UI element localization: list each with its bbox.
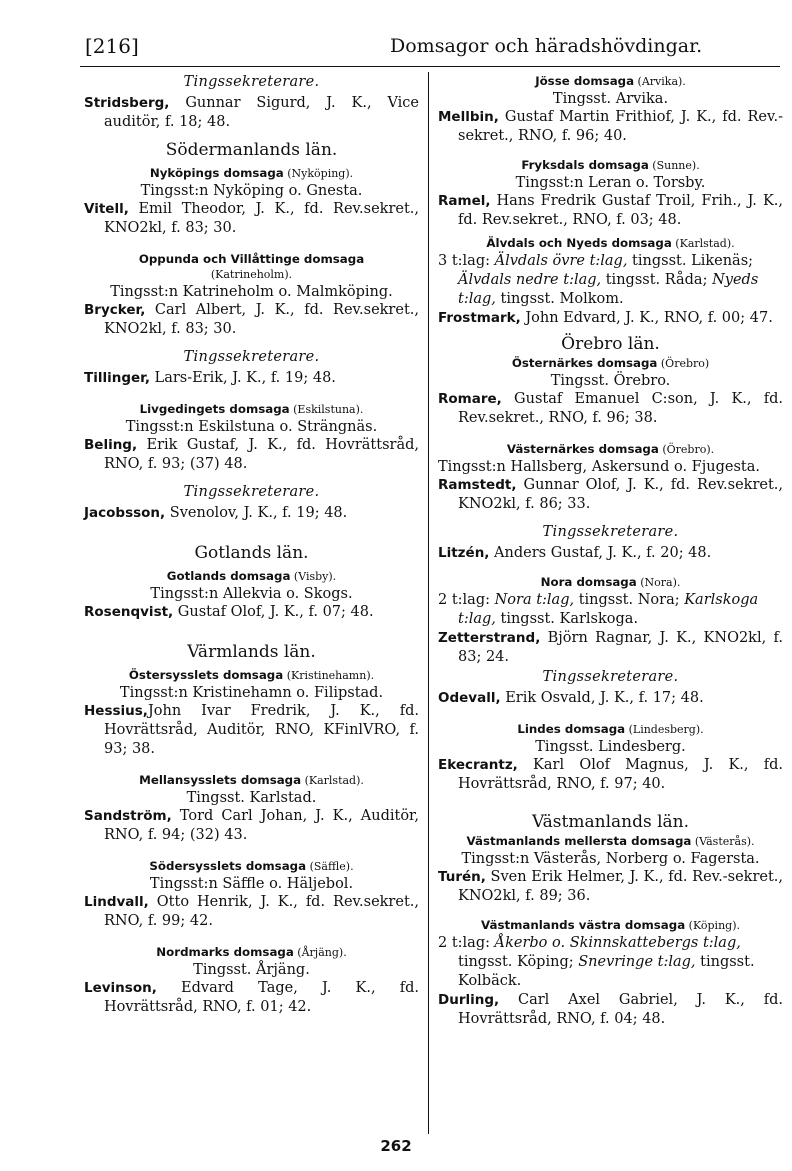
person-entry [438, 544, 783, 563]
person-details: John Edvard, J. K., RNO, f. 00; 47. [520, 310, 773, 326]
person-name: Jacobsson, [84, 505, 166, 521]
person-details: Carl Albert, J. K., fd. Rev.sekret., KNO2kl, f. 83; 30. [104, 302, 419, 337]
tinglag-place: tingsst. Råda; [601, 272, 713, 288]
domsaga-location: (Köping). [685, 919, 740, 932]
domsaga-heading [438, 918, 783, 933]
tinglag-name: Snevringe t:lag, [578, 954, 696, 970]
person-entry [438, 476, 783, 514]
section-heading: Tingssekreterare. [183, 349, 320, 365]
person-name: Ramel, [438, 193, 491, 209]
domsaga-name: Södersysslets domsaga [149, 859, 307, 873]
person-entry [438, 991, 783, 1029]
person-entry [84, 94, 419, 132]
tingsstalle: Tingsst:n Nyköping o. Gnesta. [140, 183, 363, 199]
domsaga-location: (Kristinehamn). [283, 669, 375, 682]
header-rule [80, 66, 780, 67]
person-entry [438, 756, 783, 794]
tinglag-name: Åkerbo o. Skinnskattebergs t:lag, [494, 935, 741, 951]
person-entry [438, 108, 783, 146]
right-column [438, 72, 783, 1029]
person-entry [84, 301, 419, 339]
tinglag-place: tingsst. Likenäs; [627, 253, 754, 269]
person-entry [84, 893, 419, 931]
person-name: Zetterstrand, [438, 630, 541, 646]
domsaga-name: Östersysslets domsaga [128, 668, 284, 682]
person-name: Frostmark, [438, 310, 521, 326]
person-name: Sandström, [84, 808, 172, 824]
person-details: Sven Erik Helmer, J. K., fd. Rev.-sekret., KNO2kl, f. 89; 36. [458, 869, 783, 904]
tingsstalle: Tingsst:n Allekvia o. Skogs. [150, 586, 353, 602]
person-details: Emil Theodor, J. K., fd. Rev.sekret., KNO2kl, f. 83; 30. [104, 201, 419, 236]
section-heading: Tingssekreterare. [542, 669, 679, 685]
person-details: Karl Olof Magnus, J. K., fd. Hovrättsråd, RNO, f. 97; 40. [458, 757, 783, 792]
tingsstalle: Tingsst. Karlstad. [186, 790, 317, 806]
domsaga-name: Nordmarks domsaga [156, 945, 294, 959]
domsaga-location: (Nora). [636, 576, 681, 589]
person-details: Gustaf Emanuel C:son, J. K., fd. Rev.sekret., RNO, f. 96; 38. [458, 391, 783, 426]
domsaga-name: Oppunda och Villåttinge domsaga [138, 252, 365, 266]
domsaga-location: (Västerås). [691, 835, 755, 848]
county-heading: Värmlands län. [187, 642, 316, 662]
tingsstalle: Tingsst:n Leran o. Torsby. [515, 175, 706, 191]
tinglag-list [438, 252, 783, 309]
person-entry [84, 979, 419, 1017]
domsaga-name: Västmanlands västra domsaga [481, 918, 686, 932]
person-details: Tord Carl Johan, J. K., Auditör, RNO, f. 94; (32) 43. [104, 808, 419, 843]
person-entry [84, 702, 419, 759]
person-details: Hans Fredrik Gustaf Troil, Frih., J. K., fd. Rev.sekret., RNO, f. 03; 48. [458, 193, 783, 228]
page-title: Domsagor och häradshövdingar. [390, 35, 703, 57]
person-details: Carl Axel Gabriel, J. K., fd. Hovrättsråd, RNO, f. 04; 48. [458, 992, 783, 1027]
person-name: Romare, [438, 391, 502, 407]
person-name: Mellbin, [438, 109, 499, 125]
tinglag-count: 2 t:lag: [438, 592, 495, 608]
person-name: Tillinger, [84, 370, 150, 386]
person-details: Gunnar Olof, J. K., fd. Rev.sekret., KNO2kl, f. 86; 33. [458, 477, 783, 512]
domsaga-name: Nora domsaga [540, 575, 637, 589]
tinglag-name: Nyeds t:lag, [458, 272, 759, 307]
person-name: Rosenqvist, [84, 604, 174, 620]
person-name: Beling, [84, 437, 138, 453]
person-details: Anders Gustaf, J. K., f. 20; 48. [489, 545, 712, 561]
person-details: Edvard Tage, J. K., fd. Hovrättsråd, RNO, f. 01; 42. [104, 980, 419, 1015]
tingsstalle: Tingsst:n Katrineholm o. Malmköping. [110, 284, 393, 300]
domsaga-heading [438, 442, 783, 457]
person-entry [438, 309, 783, 328]
tinglag-list [438, 591, 783, 629]
tinglag-count: 2 t:lag: [438, 935, 495, 951]
tinglag-name: Älvdals nedre t:lag, [458, 272, 602, 288]
domsaga-heading [438, 158, 783, 173]
tingsstalle: Tingsst:n Hallsberg, Askersund o. Fjugesta. [438, 459, 760, 475]
person-name: Ekecrantz, [438, 757, 518, 773]
person-details: Erik Gustaf, J. K., fd. Hovrättsråd, RNO, f. 93; (37) 48. [104, 437, 419, 472]
footer-page-number: 262 [380, 1137, 412, 1155]
person-details: Lars-Erik, J. K., f. 19; 48. [149, 370, 336, 386]
person-entry [438, 192, 783, 230]
tinglag-place: tingsst. Köping; [458, 954, 579, 970]
person-name: Turén, [438, 869, 486, 885]
person-entry [84, 807, 419, 845]
domsaga-name: Västmanlands mellersta domsaga [466, 834, 692, 848]
domsaga-name: Östernärkes domsaga [511, 356, 658, 370]
domsaga-heading [84, 569, 419, 584]
domsaga-heading [84, 252, 419, 282]
page-number: [216] [85, 34, 139, 58]
domsaga-location: (Eskilstuna). [289, 403, 364, 416]
domsaga-name: Lindes domsaga [517, 722, 626, 736]
domsaga-name: Gotlands domsaga [166, 569, 291, 583]
person-details: Gustaf Martin Frithiof, J. K., fd. Rev.-sekret., RNO, f. 96; 40. [458, 109, 783, 144]
person-name: Hessius, [84, 703, 148, 719]
domsaga-location: (Årjäng). [293, 946, 347, 959]
domsaga-heading [438, 356, 783, 371]
tingsstalle: Tingsst:n Eskilstuna o. Strängnäs. [125, 419, 378, 435]
person-name: Brycker, [84, 302, 146, 318]
person-name: Durling, [438, 992, 500, 1008]
person-name: Stridsberg, [84, 95, 170, 111]
county-heading: Västmanlands län. [531, 812, 690, 832]
person-entry [438, 868, 783, 906]
person-name: Litzén, [438, 545, 490, 561]
person-name: Ramstedt, [438, 477, 517, 493]
section-heading: Tingssekreterare. [183, 484, 320, 500]
domsaga-name: Livgedingets domsaga [139, 402, 290, 416]
domsaga-location: (Arvika). [634, 75, 686, 88]
domsaga-heading [84, 773, 419, 788]
domsaga-heading [438, 575, 783, 590]
domsaga-location: (Örebro) [657, 357, 710, 370]
domsaga-heading [438, 834, 783, 849]
person-name: Odevall, [438, 690, 501, 706]
tingsstalle: Tingsst:n Västerås, Norberg o. Fagersta. [461, 851, 760, 867]
left-column [84, 72, 419, 1017]
tinglag-name: Nora t:lag, [494, 592, 575, 608]
person-entry [438, 390, 783, 428]
tinglag-place: tingsst. Kolbäck. [458, 954, 755, 989]
person-entry [84, 436, 419, 474]
tingsstalle: Tingsst. Lindesberg. [535, 739, 686, 755]
person-details: Björn Ragnar, J. K., KNO2kl, f. 83; 24. [458, 630, 783, 665]
domsaga-heading [84, 166, 419, 181]
page-header [80, 34, 780, 64]
person-entry [438, 629, 783, 667]
tinglag-name: Älvdals övre t:lag, [494, 253, 628, 269]
person-details: John Ivar Fredrik, J. K., fd. Hovrättsråd, Auditör, RNO, KFinlVRO, f. 93; 38. [104, 703, 419, 757]
domsaga-location: (Nyköping). [283, 167, 354, 180]
tingsstalle: Tingsst. Årjäng. [193, 962, 310, 978]
domsaga-name: Fryksdals domsaga [521, 158, 649, 172]
tingsstalle: Tingsst. Arvika. [552, 91, 669, 107]
person-details: Otto Henrik, J. K., fd. Rev.sekret., RNO, f. 99; 42. [104, 894, 419, 929]
person-details: Svenolov, J. K., f. 19; 48. [165, 505, 348, 521]
tinglag-name: Karlskoga t:lag, [458, 592, 759, 627]
domsaga-name: Jösse domsaga [535, 74, 635, 88]
person-name: Lindvall, [84, 894, 149, 910]
column-divider [428, 72, 429, 1134]
tinglag-place: tingsst. Molkom. [495, 291, 624, 307]
domsaga-location: (Katrineholm). [210, 268, 293, 281]
county-heading: Södermanlands län. [165, 140, 338, 160]
tingsstalle: Tingsst. Örebro. [550, 373, 671, 389]
person-entry [84, 200, 419, 238]
domsaga-heading [438, 722, 783, 737]
domsaga-location: (Säffle). [306, 860, 354, 873]
person-details: Gustaf Olof, J. K., f. 07; 48. [173, 604, 374, 620]
section-heading: Tingssekreterare. [542, 524, 679, 540]
domsaga-location: (Karlstad). [671, 237, 735, 250]
domsaga-heading [84, 859, 419, 874]
tinglag-place: tingsst. Nora; [574, 592, 685, 608]
domsaga-location: (Visby). [290, 570, 337, 583]
person-name: Levinson, [84, 980, 157, 996]
person-entry [84, 369, 419, 388]
tinglag-place: tingsst. Karlskoga. [495, 611, 639, 627]
domsaga-heading [84, 668, 419, 683]
domsaga-heading [438, 74, 783, 89]
person-details: Gunnar Sigurd, J. K., Vice auditör, f. 18; 48. [104, 95, 419, 130]
county-heading: Örebro län. [561, 334, 660, 354]
person-entry [438, 689, 783, 708]
section-heading: Tingssekreterare. [183, 74, 320, 90]
domsaga-location: (Karlstad). [301, 774, 364, 787]
domsaga-heading [84, 945, 419, 960]
domsaga-name: Västernärkes domsaga [506, 442, 659, 456]
domsaga-location: (Örebro). [658, 443, 715, 456]
person-details: Erik Osvald, J. K., f. 17; 48. [500, 690, 704, 706]
person-entry [84, 603, 419, 622]
domsaga-name: Älvdals och Nyeds domsaga [486, 236, 672, 250]
domsaga-name: Mellansysslets domsaga [139, 773, 302, 787]
domsaga-name: Nyköpings domsaga [149, 166, 284, 180]
tinglag-list [438, 934, 783, 991]
tingsstalle: Tingsst:n Säffle o. Häljebol. [149, 876, 354, 892]
person-name: Vitell, [84, 201, 129, 217]
domsaga-heading [84, 402, 419, 417]
person-entry [84, 504, 419, 523]
domsaga-location: (Sunne). [648, 159, 700, 172]
domsaga-location: (Lindesberg). [625, 723, 704, 736]
tinglag-count: 3 t:lag: [438, 253, 495, 269]
county-heading: Gotlands län. [194, 543, 309, 563]
domsaga-heading [438, 236, 783, 251]
tingsstalle: Tingsst:n Kristinehamn o. Filipstad. [119, 685, 384, 701]
